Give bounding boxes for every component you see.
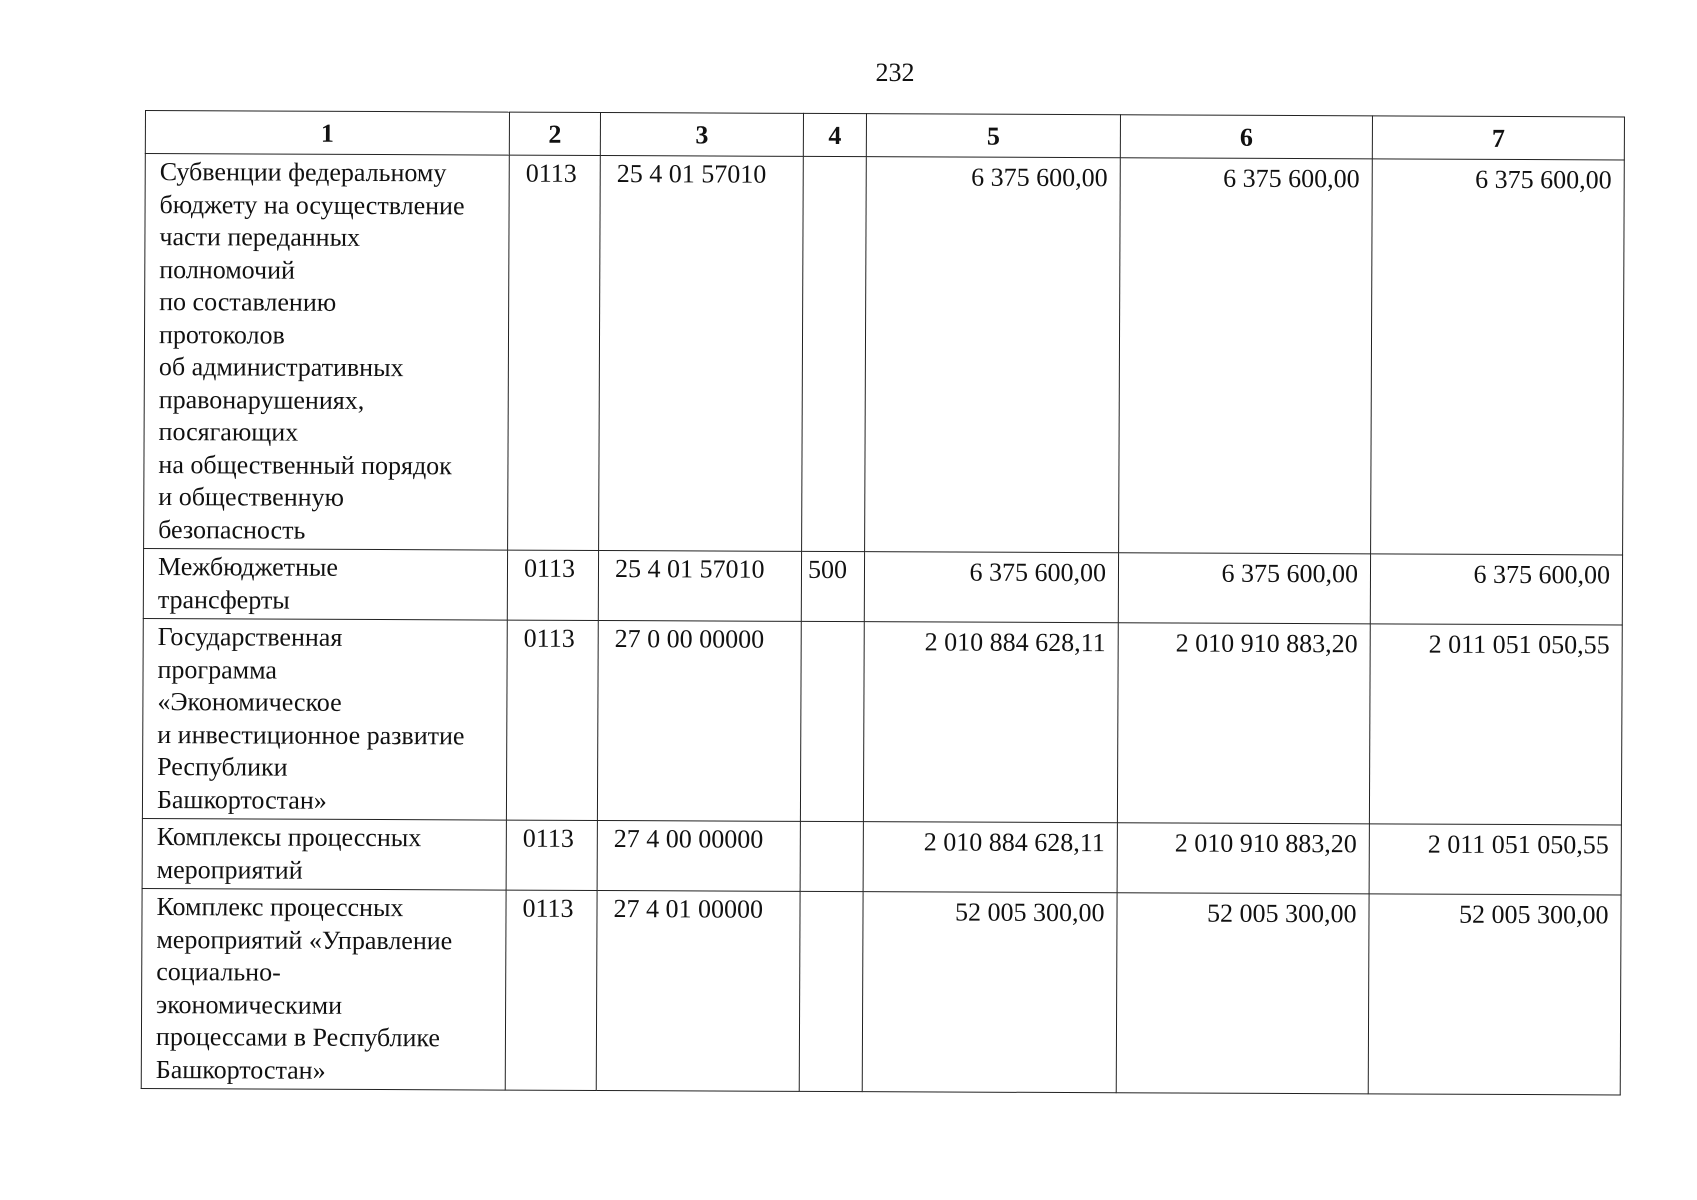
header-row [145, 111, 1624, 160]
row-name-line: безопасность [158, 514, 306, 545]
section-code-cell: 0113 [505, 890, 597, 1090]
amount-col-7-cell: 6 375 600,00 [1371, 159, 1625, 555]
amount-col-5-cell: 2 010 884 628,11 [863, 822, 1117, 893]
expense-type-cell [800, 621, 864, 821]
row-name-line: об административных [158, 352, 404, 383]
header-col-2: 2 [509, 112, 600, 155]
expense-type-cell [802, 156, 867, 551]
target-article-cell: 27 0 00 00000 [597, 620, 801, 821]
header-col-3: 3 [600, 112, 803, 156]
row-name-line: социально- [156, 957, 281, 987]
amount-col-6-cell: 52 005 300,00 [1116, 893, 1369, 1094]
row-name-cell [141, 888, 506, 1090]
row-name-line: Государственная [157, 622, 343, 652]
table-body [141, 154, 1624, 1095]
row-name-line: Башкортостан» [155, 1054, 326, 1085]
row-name-line: и инвестиционное развитие [157, 719, 465, 750]
row-name-line: по составлению [159, 287, 337, 317]
row-name-line: и общественную [158, 482, 345, 512]
row-name-line: «Экономическое [157, 687, 342, 717]
row-name-line: экономическими [156, 989, 343, 1020]
amount-col-6-cell: 2 010 910 883,20 [1117, 623, 1370, 824]
row-name-cell [144, 154, 510, 551]
page-number: 232 [875, 58, 915, 87]
amount-col-5-cell: 6 375 600,00 [865, 157, 1121, 553]
row-name-line: на общественный порядок [158, 449, 452, 480]
row-name-line: Башкортостан» [156, 784, 327, 815]
amount-col-7-cell: 2 011 051 050,55 [1369, 624, 1622, 825]
amount-col-7-cell: 2 011 051 050,55 [1369, 824, 1621, 895]
row-name-line: протоколов [158, 319, 285, 350]
target-article-cell: 27 4 00 00000 [597, 820, 800, 891]
budget-table [141, 110, 1625, 1095]
row-name-line: части переданных [159, 222, 361, 252]
table-row [142, 618, 1622, 824]
table-row [144, 154, 1625, 555]
header-col-5: 5 [866, 114, 1120, 158]
row-name-line: бюджету на осуществление [159, 189, 465, 220]
row-name-line: трансферты [157, 584, 290, 615]
row-name-line: процессами в Республике [155, 1022, 441, 1053]
section-code-cell: 0113 [506, 820, 597, 890]
amount-col-5-cell: 2 010 884 628,11 [863, 622, 1118, 823]
amount-col-6-cell: 6 375 600,00 [1118, 553, 1370, 624]
row-name-line: мероприятий «Управление [156, 924, 453, 955]
amount-col-5-cell: 52 005 300,00 [862, 892, 1117, 1093]
table-row [143, 548, 1622, 624]
expense-type-cell [799, 891, 863, 1091]
section-code-cell: 0113 [506, 620, 598, 820]
amount-col-5-cell: 6 375 600,00 [864, 552, 1118, 623]
table-row [141, 888, 1621, 1094]
row-name-line: Комплекс процессных [156, 892, 404, 923]
row-name-line: программа [157, 654, 278, 685]
row-name-cell [142, 618, 507, 820]
target-article-cell: 25 4 01 57010 [598, 550, 801, 621]
row-name-line: мероприятий [156, 854, 303, 885]
row-name-cell [142, 818, 506, 890]
row-name-line: Субвенции федеральному [159, 157, 447, 188]
header-col-7: 7 [1372, 116, 1624, 160]
expense-type-cell [800, 821, 863, 891]
expense-type-cell: 500 [801, 551, 864, 621]
target-article-cell: 25 4 01 57010 [599, 155, 804, 551]
row-name-line: Республики [157, 752, 288, 782]
amount-col-6-cell: 2 010 910 883,20 [1117, 823, 1369, 894]
table-row [142, 818, 1621, 894]
amount-col-7-cell: 6 375 600,00 [1370, 554, 1622, 625]
header-col-4: 4 [803, 113, 866, 156]
header-col-1: 1 [145, 111, 509, 156]
section-code-cell: 0113 [508, 155, 601, 550]
row-name-line: правонарушениях, [158, 384, 365, 415]
row-name-line: полномочий [159, 254, 296, 285]
row-name-line: Комплексы процессных [156, 822, 422, 853]
header-col-6: 6 [1120, 115, 1372, 159]
amount-col-7-cell: 52 005 300,00 [1368, 894, 1621, 1095]
row-name-line: посягающих [158, 417, 299, 447]
section-code-cell: 0113 [507, 550, 598, 620]
target-article-cell: 27 4 01 00000 [596, 890, 800, 1091]
row-name-line: Межбюджетные [157, 552, 339, 582]
row-name-cell [143, 548, 507, 620]
amount-col-6-cell: 6 375 600,00 [1119, 158, 1373, 554]
